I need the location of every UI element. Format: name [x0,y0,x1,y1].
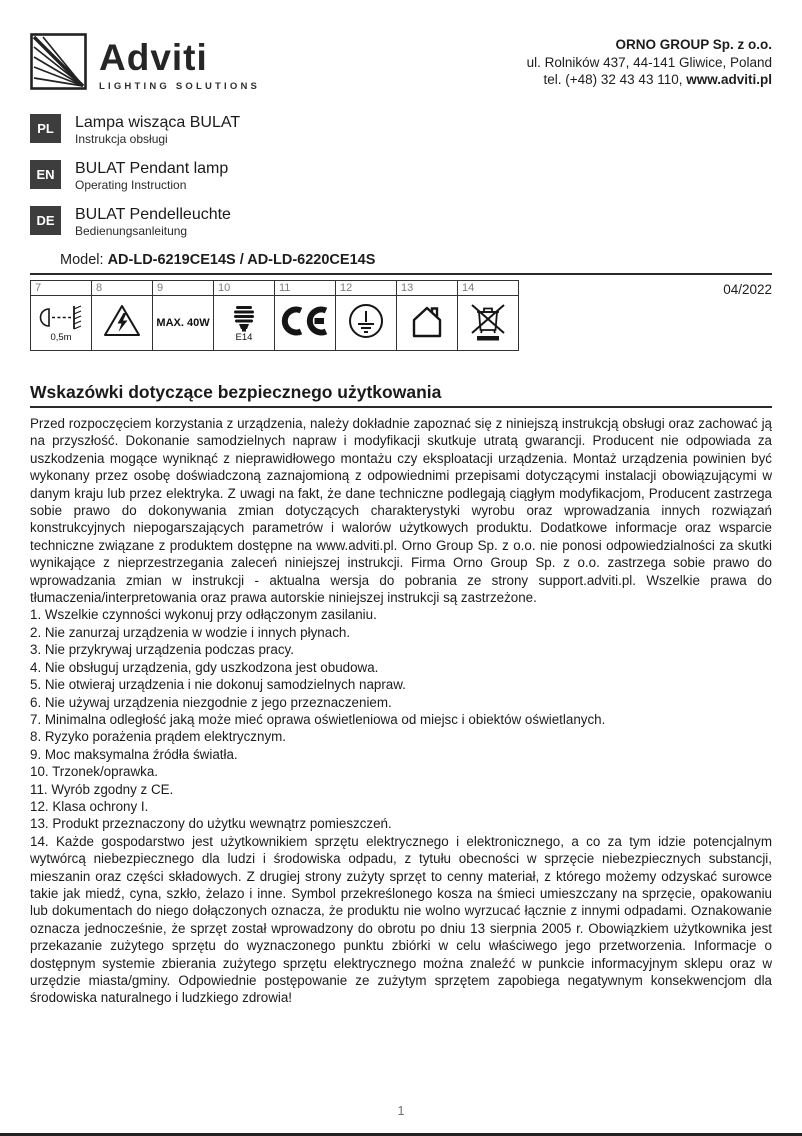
symbol-cell-min-distance [31,296,92,351]
symbol-cell-max-wattage [153,296,214,351]
lang-badge-de: DE [30,206,61,235]
lang-row-en [30,160,772,193]
section-title: Wskazówki dotyczące bezpiecznego użytkowania [30,382,442,402]
symbol-number: 10 [214,281,275,296]
symbol-number: 7 [31,281,92,296]
symbol-number: 9 [153,281,214,296]
weee-paragraph: 14. Każde gospodarstwo jest użytkownikiem sprzętu elektrycznego i elektronicznego, a co za tym idzie potencjalnym wytwórcą niebezpiecznego dla ludzi i środowiska odpadu, z tytułu obecności w sprzęcie niebezpiecznych substancji, mieszanin oraz części składowych. Z drugiej strony zużyty sprzęt to cenny materiał, z którego możemy odzyskać surowce takie jak miedź, cyna, szkło, żelazo i inne. Symbol przekreślonego kosza na śmieci umieszczany na sprzęcie, opakowaniu lub dokumentach do niego dołączonych oznacza, że produktu nie wolno wyrzucać łącznie z innymi odpadami. Oznakowanie oznacza jednocześnie, że sprzęt został wprowadzony do obrotu po dniu 13 sierpnia 2005 r. Obowiązkiem użytkownika jest przekazanie zużytego sprzętu do wyznaczonego punktu zbiórki w celu właściwego jego przetworzenia. Informacje o dostępnym systemie zbierania zużytego sprzętu elektrycznego można znaleźć w punkcie informacyjnym sklepu oraz w urzędzie miasta/gminy. Odpowiednie postępowanie ze zużytym sprzętem zapobiega negatywnym konsekwencjom dla środowiska naturalnego i ludzkiego zdrowia! [30,833,772,1006]
header [30,33,772,92]
list-item: 4. Nie obsługuj urządzenia, gdy uszkodzona jest obudowa. [30,659,379,675]
revision-date: 04/2022 [723,282,772,297]
lang-row-pl [30,114,772,147]
model-value: AD-LD-6219CE14S / AD-LD-6220CE14S [107,252,376,268]
list-item: 3. Nie przykrywaj urządzenia podczas pracy. [30,642,294,658]
max-wattage-text: MAX. 40W [156,317,210,329]
symbol-cell-weee [458,296,519,351]
company-website: www.adviti.pl [686,72,772,87]
electric-shock-warning-icon [101,302,143,340]
indoor-use-icon [407,303,447,339]
list-item: 9. Moc maksymalna źródła światła. [30,746,238,762]
list-item: 11. Wyrób zgodny z CE. [30,781,174,797]
language-sections [30,114,772,239]
symbol-cell-indoor-use [397,296,458,351]
list-item: 12. Klasa ochrony I. [30,798,149,814]
lang-subtitle-pl: Instrukcja obsługi [75,132,168,146]
list-item: 1. Wszelkie czynności wykonuj przy odłączonym zasilaniu. [30,607,377,623]
ce-mark-icon [281,305,329,337]
list-item: 7. Minimalna odległość jaką może mieć oprawa oświetleniowa od miejsc i obiektów oświetlanych. [30,711,606,727]
safety-symbols-table [30,280,519,351]
intro-paragraph: Przed rozpoczęciem korzystania z urządzenia, należy dokładnie zapoznać się z niniejszą instrukcją obsługi oraz zachować ją na przyszłość. Dokonanie samodzielnych napraw i modyfikacji skutkuje utratą gwarancji. Producent nie odpowiada za uszkodzenia mogące wyniknąć z nieprawidłowego montażu czy eksploatacji urządzenia. Montaż urządzenia powinien być wykonany przez osobę doświadczoną zaznajomioną z odpowiednimi przepisami dotyczącymi instalacji obowiązującymi w danym kraju lub przez elektryka. Z uwagi na fakt, że dane techniczne podlegają ciągłym modyfikacjom, Producent zastrzega sobie prawo do dokonywania zmian dotyczących charakterystyki wyrobu oraz wprowadzania innych rozwiązań konstrukcyjnych niepogarszających parametrów i walorów użytkowych produktu. Dodatkowe informacje oraz wsparcie techniczne związane z produktem dostępne na www.adviti.pl. Orno Group Sp. z o.o. nie ponosi odpowiedzialności za skutki wynikające z nieprzestrzegania zaleceń niniejszej instrukcji. Firma Orno Group Sp. z o.o. zastrzega sobie prawo do wprowadzania zmian w instrukcji - aktualna wersja do pobrania ze strony support.adviti.pl. Wszelkie prawa do tłumaczenia/interpretowania oraz prawa autorskie niniejszej instrukcji są zastrzeżone. [30,416,772,606]
min-distance-icon [38,304,84,332]
symbols-area [30,280,772,366]
bulb-socket-caption: E14 [235,331,253,343]
brand-tagline: LIGHTING SOLUTIONS [99,81,261,92]
lang-subtitle-en: Operating Instruction [75,178,187,192]
symbol-cell-shock-warning [92,296,153,351]
list-item: 5. Nie otwieraj urządzenia i nie dokonuj samodzielnych napraw. [30,677,406,693]
brand-name: Adviti [99,37,208,78]
company-address: ul. Rolników 437, 44-141 Gliwice, Poland [526,54,772,70]
safety-instructions [30,415,772,1007]
lang-row-de [30,206,772,239]
lang-title-de: BULAT Pendelleuchte [75,206,231,223]
symbol-cell-bulb [214,296,275,351]
lang-subtitle-de: Bedienungsanleitung [75,224,188,238]
symbol-number: 14 [458,281,519,296]
model-line [30,252,772,268]
lang-title-pl: Lampa wisząca BULAT [75,114,241,131]
bulb-socket-icon [231,304,257,332]
list-item: 10. Trzonek/oprawka. [30,764,159,780]
company-name: ORNO GROUP Sp. z o.o. [615,37,772,52]
list-item: 8. Ryzyko porażenia prądem elektrycznym. [30,729,287,745]
symbol-cell-protection-class [336,296,397,351]
min-distance-caption: 0,5m [50,331,72,343]
list-item: 13. Produkt przeznaczony do użytku wewnątrz pomieszczeń. [30,816,392,832]
company-info [527,33,772,89]
list-item: 2. Nie zanurzaj urządzenia w wodzie i innych płynach. [30,624,351,640]
symbol-number: 8 [92,281,153,296]
divider [30,406,772,408]
divider [30,273,772,275]
page-number: 1 [397,1104,405,1118]
model-label: Model: [60,252,104,268]
symbol-number: 12 [336,281,397,296]
symbol-cell-ce [275,296,336,351]
lang-badge-en: EN [30,160,61,189]
lang-badge-pl: PL [30,114,61,143]
adviti-logo [30,33,260,92]
company-phone: tel. (+48) 32 43 43 110, [543,72,687,87]
symbol-number: 11 [275,281,336,296]
list-item: 6. Nie używaj urządzenia niezgodnie z jego przeznaczeniem. [30,694,392,710]
symbol-number: 13 [397,281,458,296]
lang-title-en: BULAT Pendant lamp [75,160,229,177]
adviti-logo-icon [30,33,87,90]
protection-class-1-icon [347,302,385,340]
weee-crossed-bin-icon [468,300,508,342]
company-contact [527,71,772,89]
